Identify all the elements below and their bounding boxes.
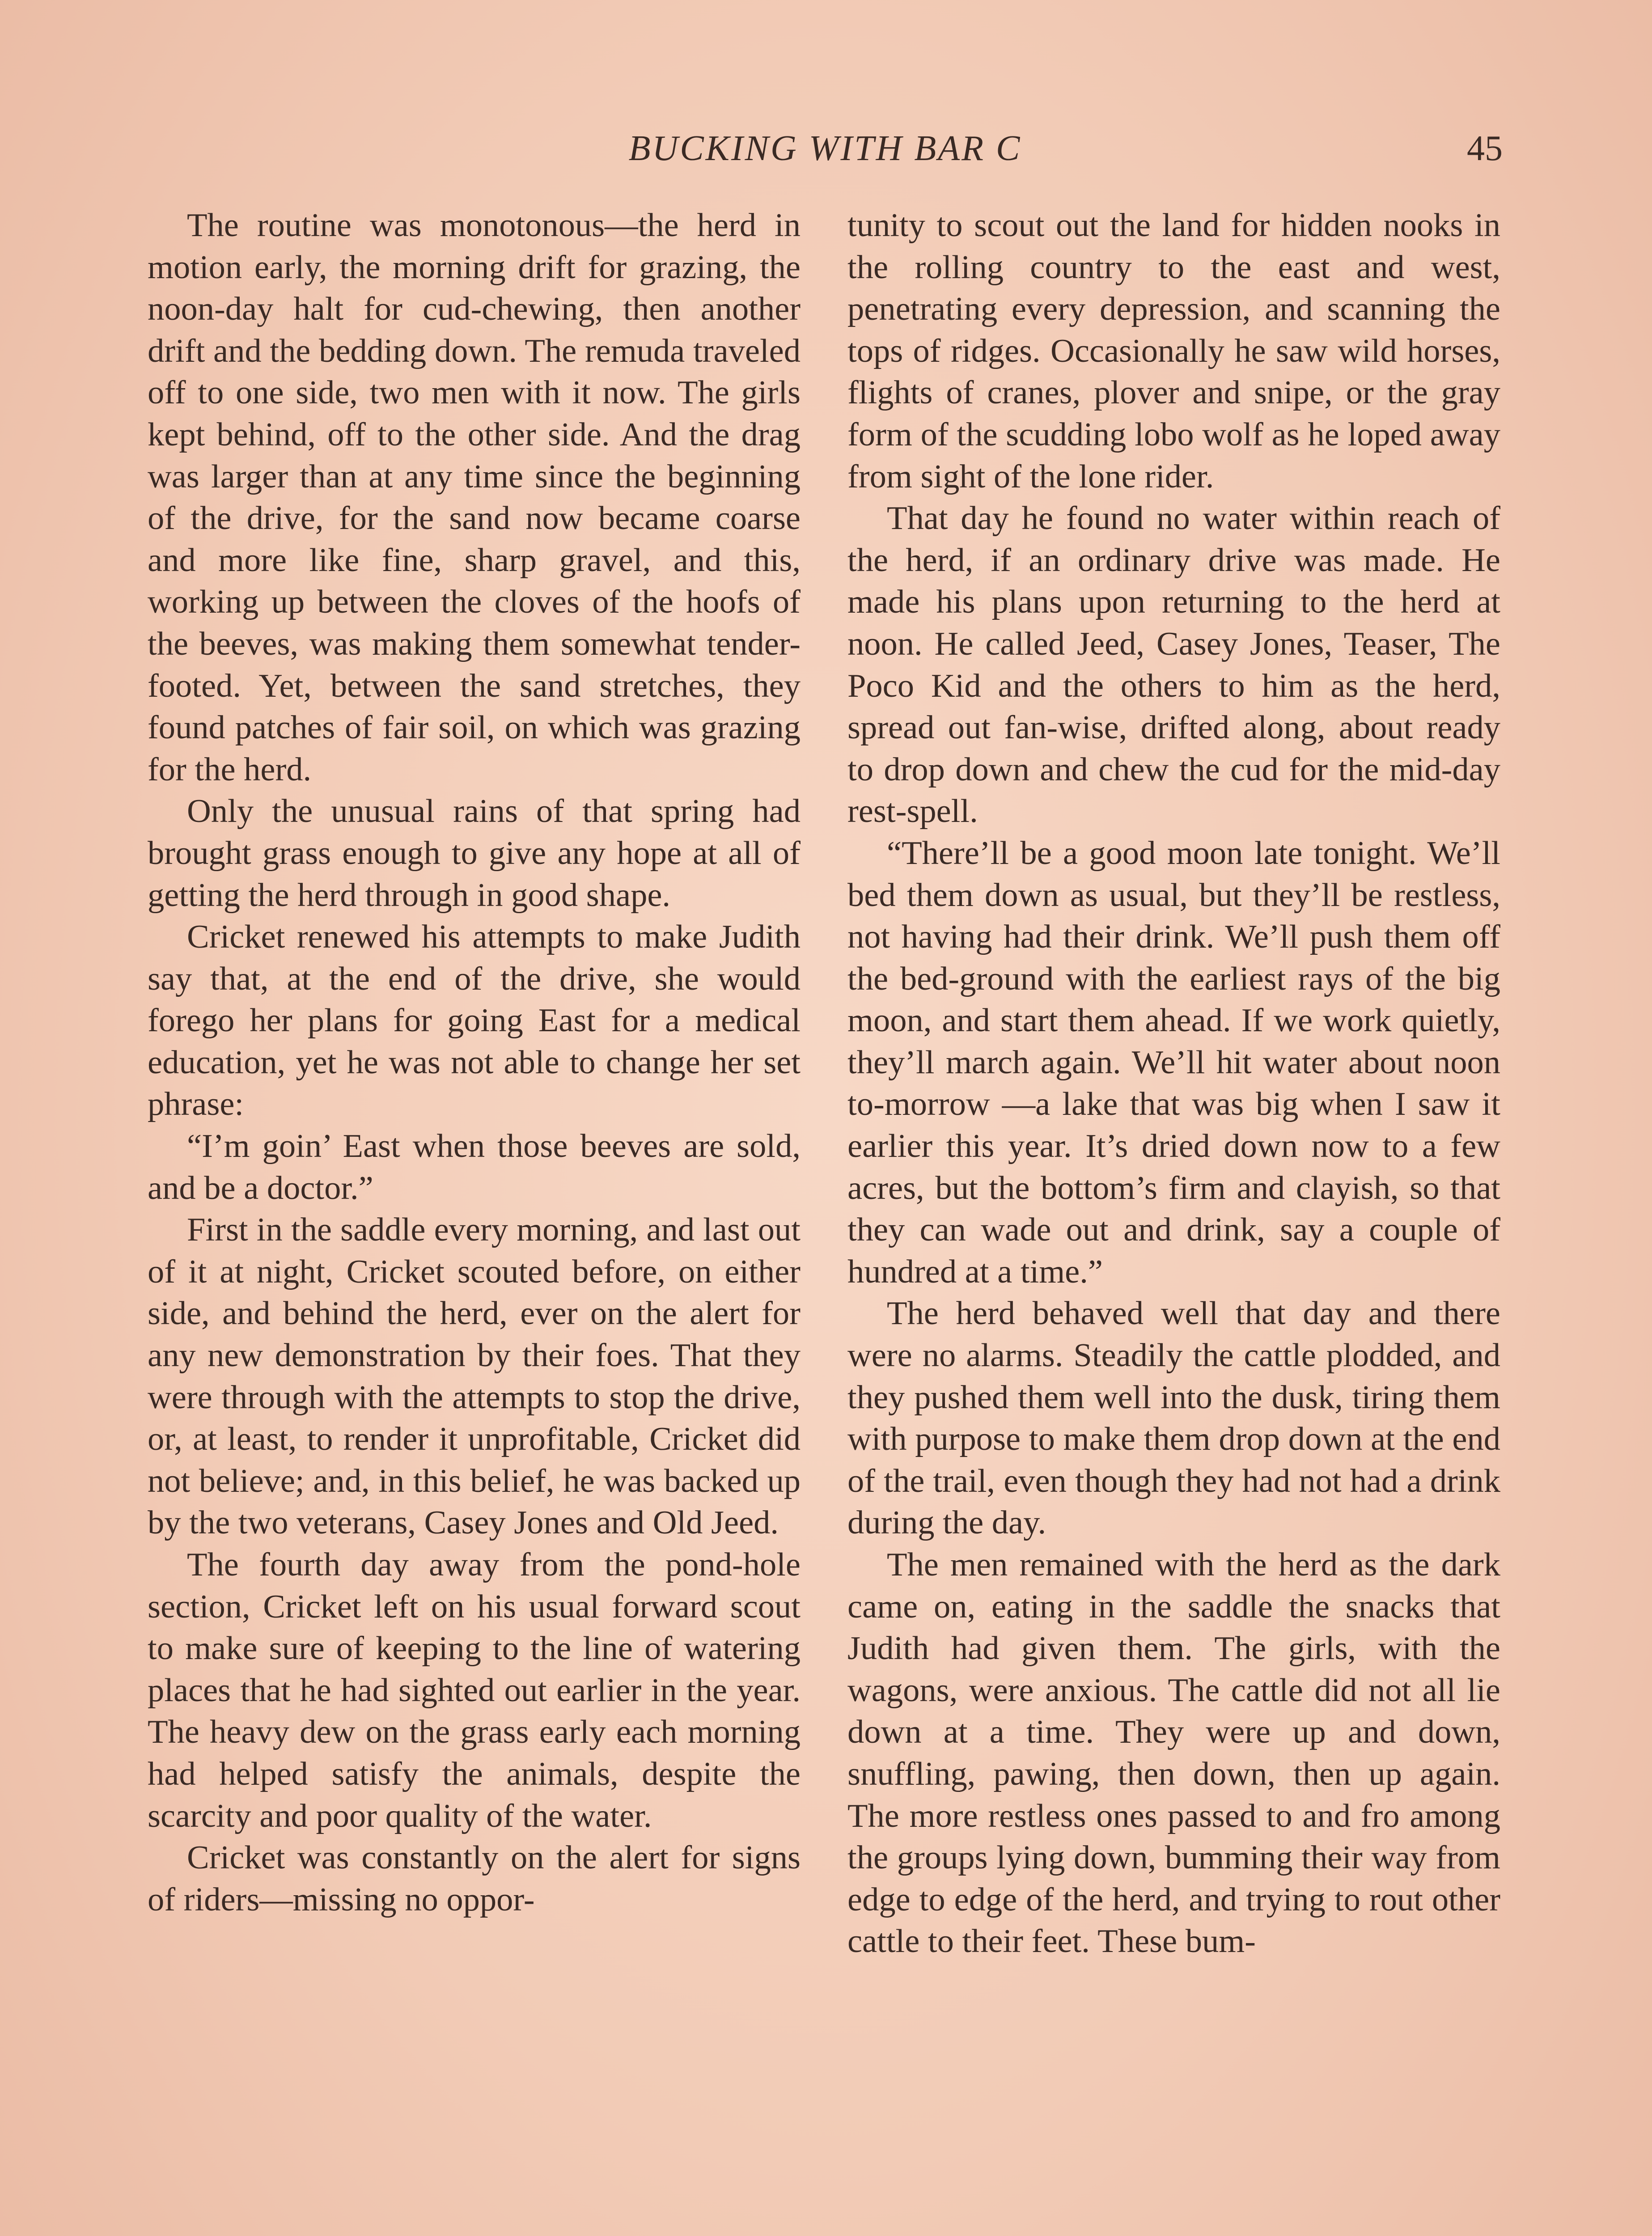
paragraph: The herd behaved well that day and there were no alarms. Steadily the cattle plodded, and they pushed them well into the dusk, tiring them with purpose to make them drop down at the end of the trail, even though they had not had a drink during the day.	[847, 1295, 1500, 1541]
paragraph: That day he found no water within reach of the herd, if an ordinary drive was made. He made his plans upon returning to the herd at noon. He called Jeed, Casey Jones, Teaser, The Poco Kid and the others to him as the herd, spread out fan-wise, drifted along, about ready to drop down and chew the cud for the mid-day rest-spell.	[847, 500, 1500, 830]
left-column	[148, 205, 801, 2236]
paragraph: “I’m goin’ East when those beeves are sold, and be a doctor.”	[148, 1128, 801, 1207]
paragraph: The men remained with the herd as the dark came on, eating in the saddle the snacks that Judith had given them. The girls, with the wagons, were anxious. The cattle did not all lie down at a time. They were up and down, snuffling, pawing, then down, then up again. The more restless ones passed to and fro among the groups lying down, bumming their way from edge to edge of the herd, and trying to rout other cattle to their feet. These bum-	[847, 1546, 1500, 1960]
paragraph: “There’ll be a good moon late tonight. We’ll bed them down as usual, but they’ll be restless, not having had their drink. We’ll push them off the bed-ground with the earliest rays of the big moon, and start them ahead. If we work quietly, they’ll march again. We’ll hit water about noon to-morrow —a lake that was big when I saw it earlier this year. It’s dried down now to a few acres, but the bottom’s firm and clayish, so that they can wade out and drink, say a couple of hundred at a time.”	[847, 834, 1500, 1290]
paragraph: Cricket was constantly on the alert for signs of riders—missing no oppor-	[148, 1839, 801, 1918]
paragraph: The routine was monotonous—the herd in motion early, the morning drift for grazing, the noon-day halt for cud-chewing, then another drift and the bedding down. The remuda traveled off to one side, two men with it now. The girls kept behind, off to the other side. And the drag was larger than at any time since the beginning of the drive, for the sand now became coarse and more like fine, sharp gravel, and this, working up between the cloves of the hoofs of the beeves, was making them somewhat tender-footed. Yet, between the sand stretches, they found patches of fair soil, on which was grazing for the herd.	[148, 207, 801, 788]
right-column	[847, 205, 1500, 2236]
page-number: 45	[1467, 129, 1503, 168]
paragraph-continued: tunity to scout out the land for hidden nooks in the rolling country to the east and west, penetrating every depression, and scanning the tops of ridges. Occasionally he saw wild horses, flights of cranes, plover and snipe, or the gray form of the scudding lobo wolf as he loped away from sight of the lone rider.	[847, 207, 1500, 495]
paragraph: Cricket renewed his attempts to make Judith say that, at the end of the drive, she would forego her plans for going East for a medical education, yet he was not able to change her set phrase:	[148, 919, 801, 1123]
paragraph: The fourth day away from the pond-hole section, Cricket left on his usual forward scout to make sure of keeping to the line of watering places that he had sighted out earlier in the year. The heavy dew on the grass early each morning had helped satisfy the animals, despite the scarcity and poor quality of the water.	[148, 1546, 801, 1834]
paragraph: Only the unusual rains of that spring had brought grass enough to give any hope at all of getting the herd through in good shape.	[148, 793, 801, 914]
page-header	[148, 122, 1503, 175]
paragraph: First in the saddle every morning, and last out of it at night, Cricket scouted before, on either side, and behind the herd, ever on the alert for any new demonstration by their foes. That they were through with the attempts to stop the drive, or, at least, to render it unprofitable, Cricket did not believe; and, in this belief, he was backed up by the two veterans, Casey Jones and Old Jeed.	[148, 1211, 801, 1541]
running-title: BUCKING WITH BAR C	[628, 129, 1022, 168]
